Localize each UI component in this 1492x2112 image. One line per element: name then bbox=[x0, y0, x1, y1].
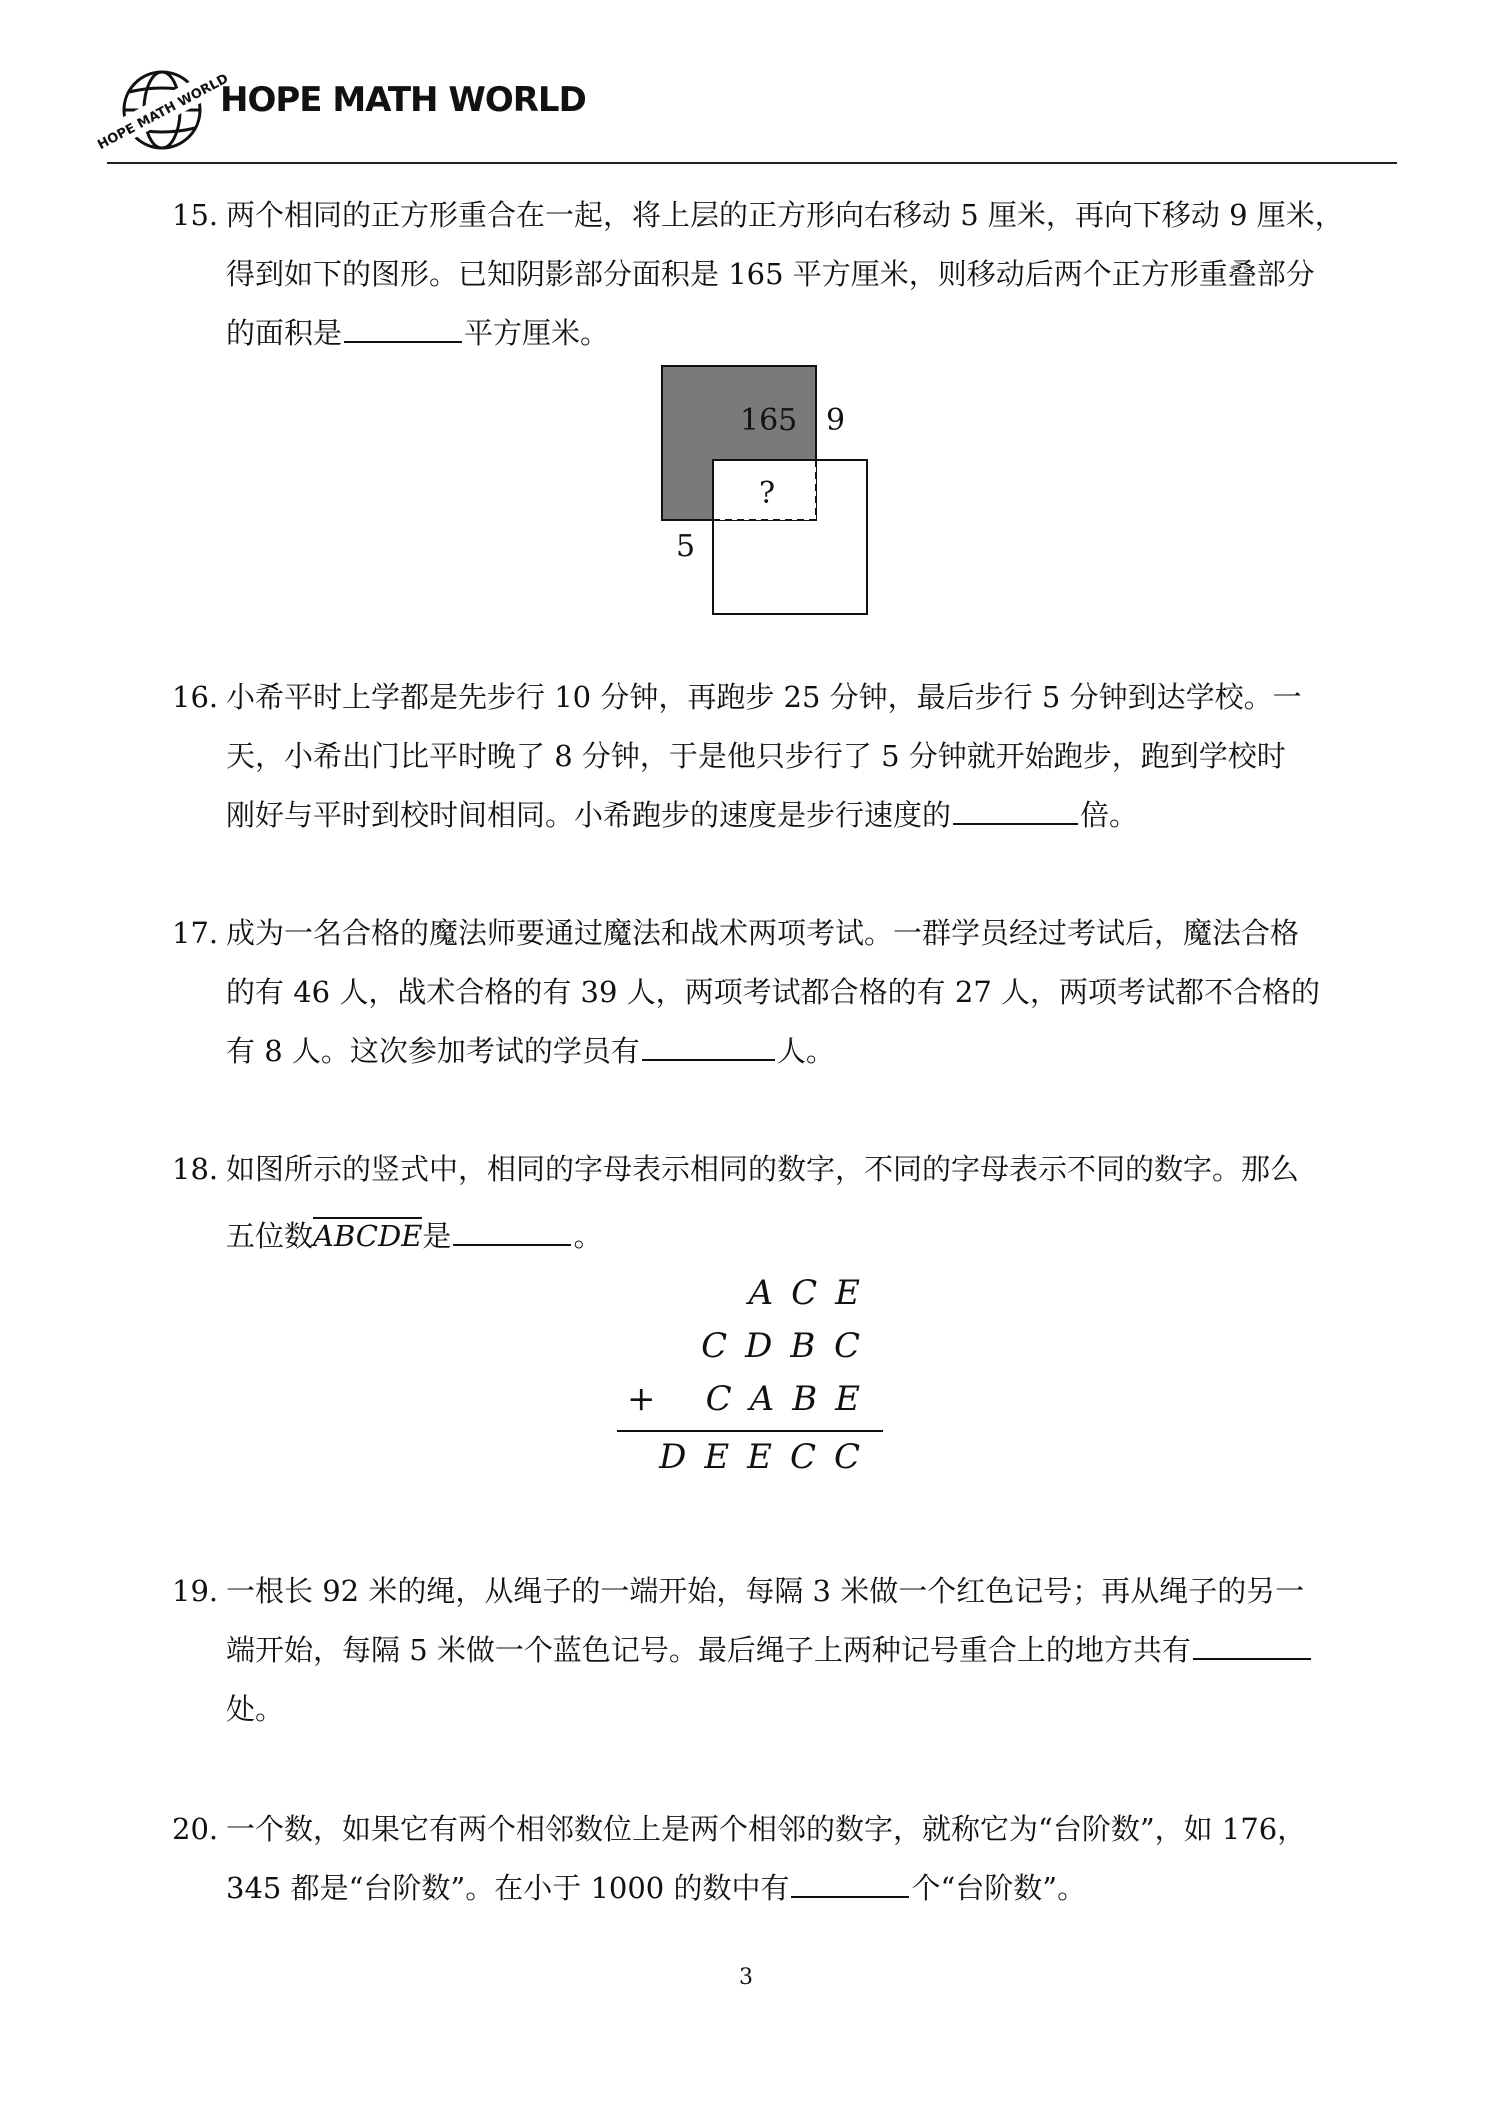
question-text-line: 刚好与平时到校时间相同。小希跑步的速度是步行速度的 倍。 bbox=[226, 786, 1138, 845]
question-text-line: 成为一名合格的魔法师要通过魔法和战术两项考试。一群学员经过考试后，魔法合格 bbox=[226, 916, 1300, 950]
question-text-line: 处。 bbox=[226, 1692, 285, 1726]
question-text-line: 五位数ABCDE是 。 bbox=[226, 1207, 602, 1266]
question-text-line: 端开始，每隔 5 米做一个蓝色记号。最后绳子上两种记号重合上的地方共有 bbox=[226, 1621, 1313, 1680]
question-text-line: 的面积是 平方厘米。 bbox=[226, 304, 609, 363]
answer-blank[interactable] bbox=[1193, 1628, 1311, 1660]
question-text-line: 天，小希出门比平时晚了 8 分钟，于是他只步行了 5 分钟就开始跑步，跑到学校时 bbox=[226, 739, 1286, 773]
addend-row-1: ACE bbox=[748, 1273, 878, 1313]
answer-blank[interactable] bbox=[453, 1214, 571, 1246]
overlapping-squares-figure bbox=[640, 360, 900, 630]
five-digit-number: ABCDE bbox=[313, 1219, 423, 1253]
question-text-line: 得到如下的图形。已知阴影部分面积是 165 平方厘米，则移动后两个正方形重叠部分 bbox=[226, 257, 1315, 291]
question-number: 18. bbox=[172, 1152, 219, 1186]
brand-name: HOPE MATH WORLD bbox=[220, 80, 586, 120]
page-number: 3 bbox=[739, 1965, 753, 1990]
shift-down-label: 9 bbox=[826, 403, 846, 438]
question-text-line: 如图所示的竖式中，相同的字母表示相同的数字，不同的字母表示不同的数字。那么 bbox=[226, 1152, 1300, 1186]
answer-blank[interactable] bbox=[791, 1866, 909, 1898]
answer-blank[interactable] bbox=[953, 793, 1078, 825]
answer-blank[interactable] bbox=[642, 1029, 775, 1061]
answer-blank[interactable] bbox=[344, 311, 462, 343]
page-header bbox=[0, 0, 1492, 165]
shaded-area-label: 165 bbox=[740, 403, 798, 438]
vertical-addition bbox=[600, 1265, 900, 1495]
question-number: 16. bbox=[172, 680, 219, 714]
question-text-line: 一个数，如果它有两个相邻数位上是两个相邻的数字，就称它为“台阶数”，如 176， bbox=[226, 1812, 1307, 1846]
question-text-line: 有 8 人。这次参加考试的学员有 人。 bbox=[226, 1022, 835, 1081]
question-number: 15. bbox=[172, 198, 219, 232]
question-number: 19. bbox=[172, 1574, 219, 1608]
globe-logo-icon bbox=[95, 58, 231, 158]
sum-row: DEECC bbox=[659, 1437, 878, 1477]
question-text-line: 两个相同的正方形重合在一起，将上层的正方形向右移动 5 厘米，再向下移动 9 厘米， bbox=[226, 198, 1344, 232]
plus-sign: + bbox=[627, 1379, 656, 1419]
question-text-line: 345 都是“台阶数”。在小于 1000 的数中有 个“台阶数”。 bbox=[226, 1859, 1086, 1918]
question-text-line: 的有 46 人，战术合格的有 39 人，两项考试都合格的有 27 人，两项考试都不合格的 bbox=[226, 975, 1321, 1009]
addend-row-3: CABE bbox=[705, 1379, 878, 1419]
shift-right-label: 5 bbox=[676, 529, 696, 564]
sum-line bbox=[617, 1430, 883, 1432]
question-text-line: 一根长 92 米的绳，从绳子的一端开始，每隔 3 米做一个红色记号；再从绳子的另一 bbox=[226, 1574, 1305, 1608]
question-number: 17. bbox=[172, 916, 219, 950]
question-text-line: 小希平时上学都是先步行 10 分钟，再跑步 25 分钟，最后步行 5 分钟到达学校。一 bbox=[226, 680, 1302, 714]
header-rule bbox=[107, 162, 1397, 164]
overlap-question-mark: ? bbox=[759, 476, 776, 511]
svg-text:HOPE MATH WORLD: HOPE MATH WORLD bbox=[95, 71, 231, 154]
addend-row-2: CDBC bbox=[701, 1326, 878, 1366]
question-number: 20. bbox=[172, 1812, 219, 1846]
